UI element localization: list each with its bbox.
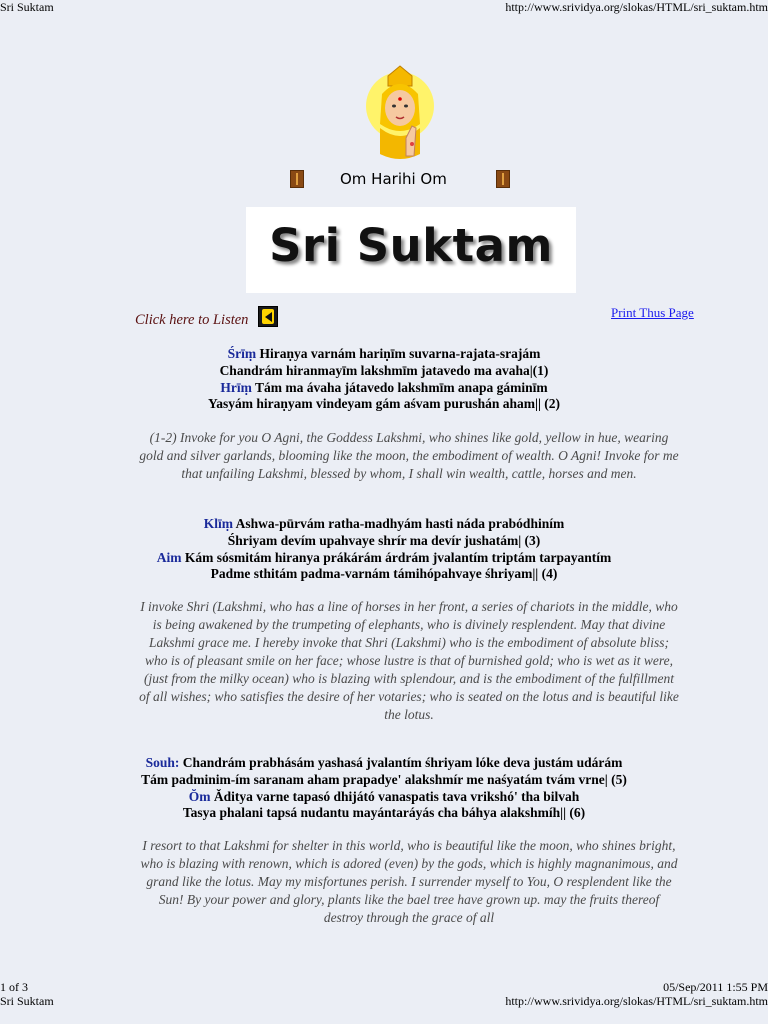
verse-line: Hrīṃ Tám ma ávaha játavedo lakshmīm anapa gáminīm <box>220 379 548 395</box>
title-banner <box>246 207 576 293</box>
translation-3: I resort to that Lakshmi for shelter in this world, who is beautiful like the moon, who shines bright, who is blazing with renown, which is adored (even) by the gods, which is highly magnanimous, and grand like the lotus. May my misfortunes perish. I surrender myself to You, O resplendent like the Sun! By your power and glory, plants like the bael tree have grown up. may the fruits thereof destroy through the grace of all <box>140 838 678 925</box>
verse-line: Klīṃ Ashwa-pūrvám ratha-madhyám hasti náda prabódhiním <box>203 516 565 531</box>
page-title: Sri Suktam <box>269 219 553 272</box>
verse-line: Tám padminim-ím saranam aham prapadye' alakshmír me naśyatám tvám vrne| (5) <box>141 771 627 787</box>
mantra-word: Klīṃ <box>203 516 234 531</box>
verse-block-1 <box>0 346 768 413</box>
mantra-word: Souh: <box>145 755 180 770</box>
verse-block-3 <box>0 755 768 822</box>
mantra-word: Śrīṃ <box>227 346 257 361</box>
verse-line: Ŏm Ǎditya varne tapasó dhijátó vanaspatis tava vrikshó' tha bilvah <box>188 788 580 804</box>
footer-title: Sri Suktam <box>0 994 54 1008</box>
verse-line: Souh: Chandrám prabhásám yashasá jvalantím śhriyam lóke deva justám udárám <box>145 755 623 770</box>
verse-line: Padme sthitám padma-varnám támihópahvaye śhriyam|| (4) <box>210 566 558 582</box>
header-url: http://www.srividya.org/slokas/HTML/sri_suktam.htm <box>505 0 768 14</box>
translation-2: I invoke Shri (Lakshmi, who has a line of horses in her front, a series of chariots in the middle, who is being awakened by the trumpeting of elephants, who is divinely resplendent. May that divine Lakshmi grace me. I hereby invoke that Shri (Lakshmi) who is the embodiment of absolute bliss; who is of pleasant smile on her face; whose lustre is that of burnished gold; who is wet as it were, (just from the milky ocean) who is blazing with splendour, and is the embodiment of the fulfillment of all wishes; who satisfies the desire of her votaries; who is seated on the lotus and is beautiful like the lotus. <box>139 599 679 722</box>
mantra-word: Hrīṃ <box>220 379 252 395</box>
om-text: Om Harihi Om <box>340 170 447 188</box>
listen-link[interactable]: Click here to Listen <box>135 312 249 328</box>
verse-line: Yasyám hiraṇyam vindeyam gám aśvam purushán aham|| (2) <box>207 396 561 412</box>
book-icon <box>290 170 304 188</box>
page-count: 1 of 3 <box>0 980 28 994</box>
om-line <box>288 168 514 190</box>
verse-block-2 <box>0 516 768 583</box>
print-datetime: 05/Sep/2011 1:55 PM <box>663 980 768 994</box>
print-page-link[interactable]: Print Thus Page <box>611 305 694 320</box>
footer-url: http://www.srividya.org/slokas/HTML/sri_suktam.htm <box>505 994 768 1008</box>
verse-line: Śrīṃ Hiraṇya varnám hariṇīm suvarna-rajata-srajám <box>227 346 541 361</box>
verse-line: Aim Kám sósmitám hiranya prákárám árdrám jvalantím triptám tarpayantím <box>156 549 612 565</box>
translation-1: (1-2) Invoke for you O Agni, the Goddess Lakshmi, who shines like gold, yellow in hue, wearing gold and silver garlands, blooming like the moon, the embodiment of wealth. O Agni! Invoke for me that unfailing Lakshmi, blessed by whom, I shall win wealth, cattle, horses and men. <box>139 430 679 481</box>
verse-line: Tasya phalani tapsá nudantu mayántaráyás cha báhya alakshmíh|| (6) <box>182 805 586 821</box>
goddess-image <box>360 64 440 172</box>
header-title: Sri Suktam <box>0 0 54 14</box>
verse-line: Śhriyam devím upahvaye shrír ma devír jushatám| (3) <box>227 532 541 548</box>
verse-line: Chandrám hiranmayīm lakshmīm jatavedo ma avaha|(1) <box>219 362 549 378</box>
speaker-icon[interactable] <box>258 306 278 327</box>
print-header <box>0 0 768 14</box>
mantra-word: Ŏm <box>188 788 211 804</box>
book-icon <box>496 170 510 188</box>
mantra-word: Aim <box>156 549 182 565</box>
